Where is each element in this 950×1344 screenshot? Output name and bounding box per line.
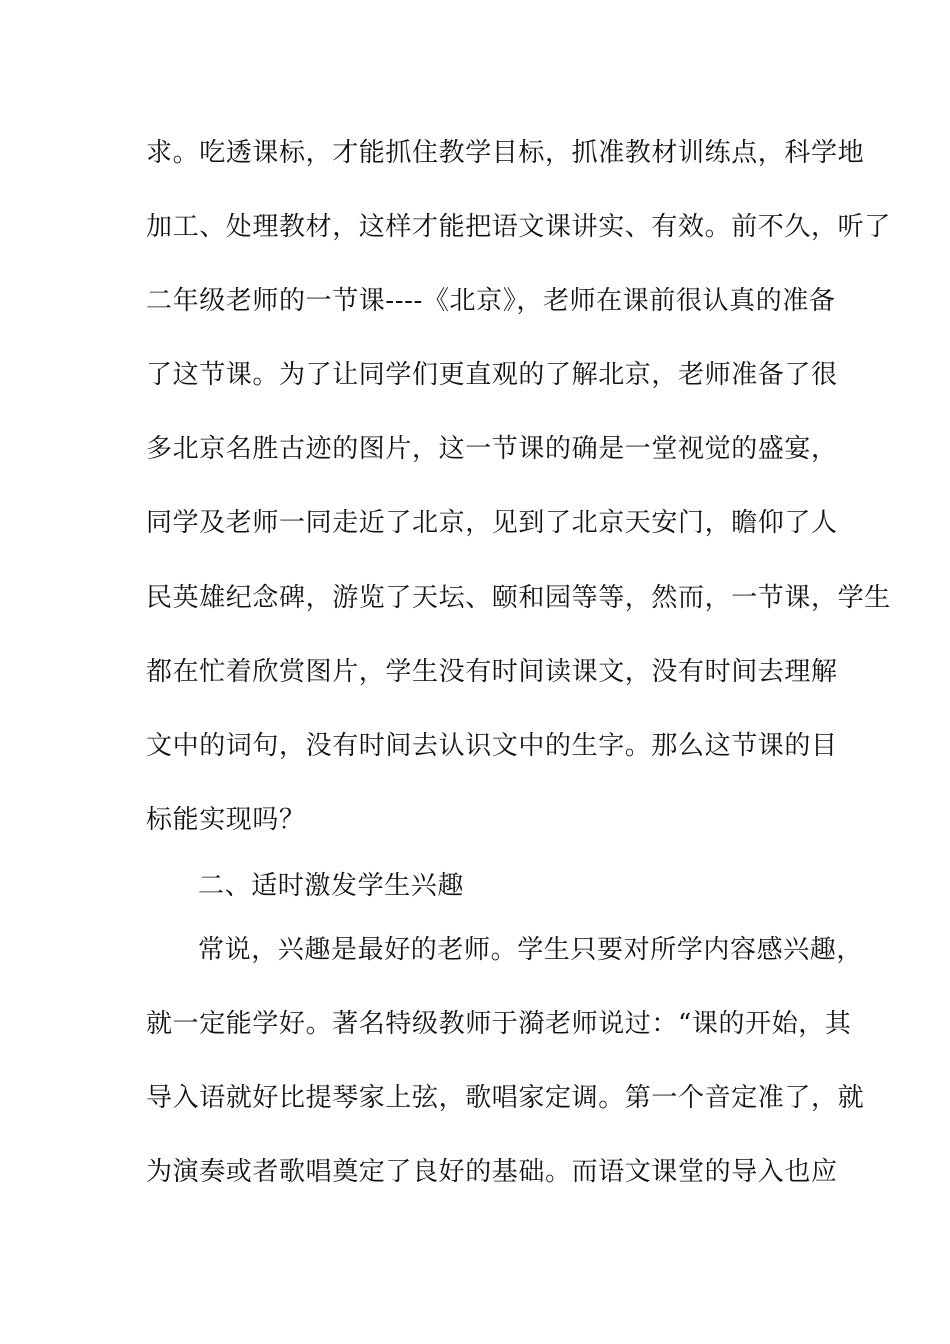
paragraph-line: 都在忙着欣赏图片，学生没有时间读课文，没有时间去理解 xyxy=(146,657,838,687)
paragraph-line: 同学及老师一同走近了北京，见到了北京天安门，瞻仰了人 xyxy=(146,508,838,538)
paragraph-line: 常说，兴趣是最好的老师。学生只要对所学内容感兴趣， xyxy=(198,935,864,965)
paragraph-line: 多北京名胜古迹的图片，这一节课的确是一堂视觉的盛宴， xyxy=(146,434,838,464)
paragraph-line: 标能实现吗？ xyxy=(146,805,306,835)
paragraph-line: 加工、处理教材，这样才能把语文课讲实、有效。前不久，听了 xyxy=(146,212,891,242)
paragraph-line: 导入语就好比提琴家上弦，歌唱家定调。第一个音定准了，就 xyxy=(146,1083,865,1113)
paragraph-line: 就一定能学好。著名特级教师于漪老师说过：“课的开始，其 xyxy=(146,1009,852,1039)
section-heading: 二、适时激发学生兴趣 xyxy=(198,871,465,901)
paragraph-line: 民英雄纪念碑，游览了天坛、颐和园等等，然而，一节课，学生 xyxy=(146,583,891,613)
paragraph-line: 文中的词句，没有时间去认识文中的生字。那么这节课的目 xyxy=(146,731,838,761)
paragraph-line: 为演奏或者歌唱奠定了良好的基础。而语文课堂的导入也应 xyxy=(146,1157,838,1187)
paragraph-line: 求。吃透课标，才能抓住教学目标，抓准教材训练点，科学地 xyxy=(146,138,865,168)
paragraph-line: 二年级老师的一节课----《北京》，老师在课前很认真的准备 xyxy=(146,286,836,316)
paragraph-line: 了这节课。为了让同学们更直观的了解北京，老师准备了很 xyxy=(146,360,838,390)
